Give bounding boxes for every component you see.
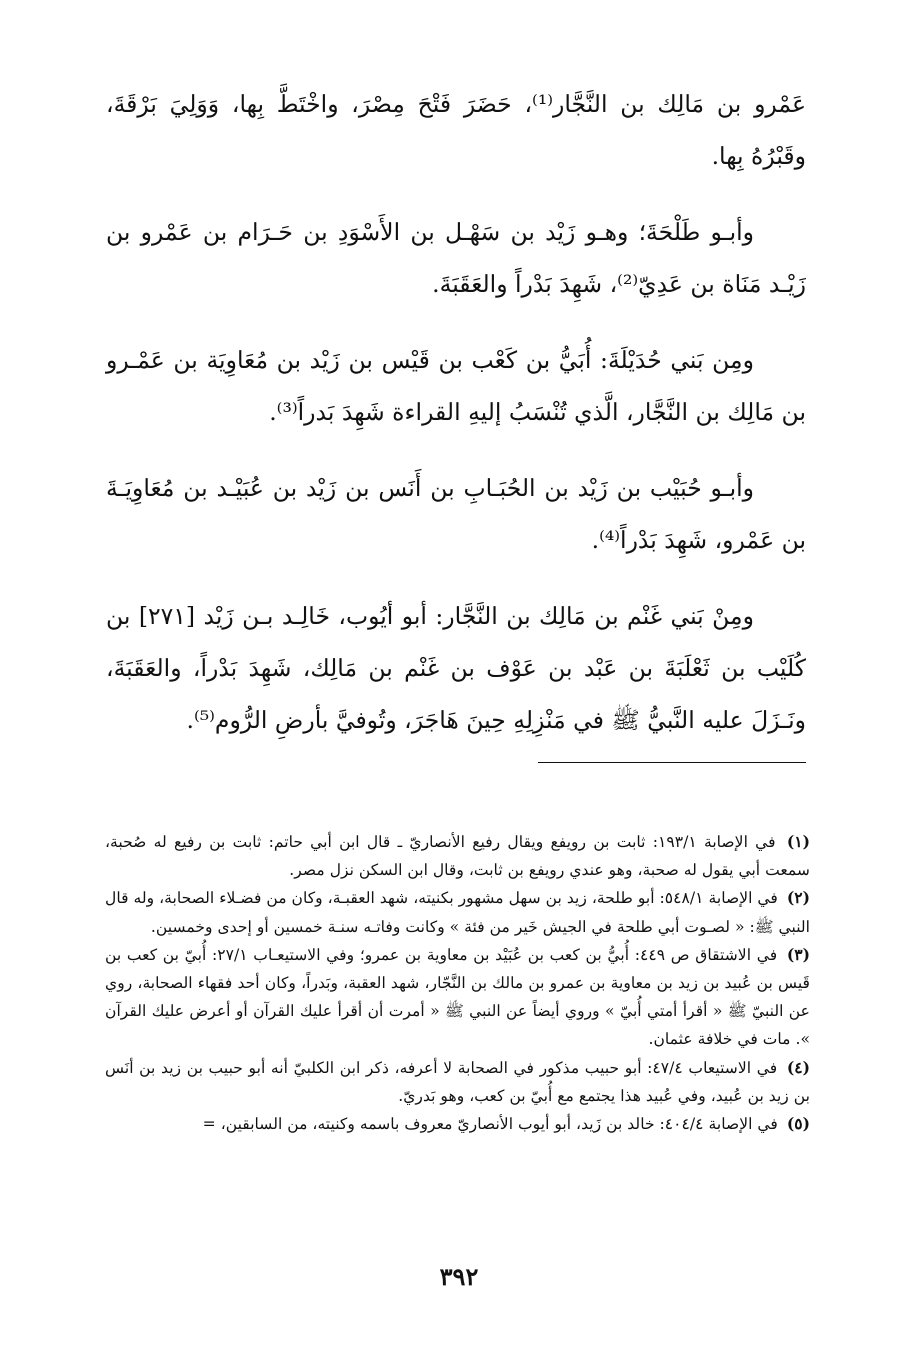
- footnote-4: [105, 1054, 810, 1110]
- footnote-number: (٤): [786, 1057, 810, 1077]
- paragraph: عَمْرو بن مَالِك بن النَّجَّار⁽¹⁾، حَضَرَ فَتْحَ مِصْرَ، واخْتَطَّ بِها، وَوَلِيَ بَرْقَةَ، وقَبْرُهُ بِها.: [106, 90, 806, 170]
- footnote-number: (٢): [786, 888, 810, 908]
- footnote-2: [105, 884, 810, 940]
- footnote-number: (٥): [786, 1114, 810, 1134]
- footnote-number: (١): [786, 832, 810, 851]
- paragraph: وأبـو طَلْحَةَ؛ وهـو زَيْد بن سَهْـل بن الأَسْوَدِ بن حَـرَام بن عَمْرو بن زَيْـد مَنَاة بن عَدِيّ⁽²⁾، شَهِدَ بَدْراً والعَقَبَةَ.: [106, 218, 806, 298]
- footnote-text: في الإصابة ١٩٣/١: ثابت بن رويفع ويقال رفيع الأنصاريّ ـ قال ابن أبي حاتم: ثابت بن رفيع له صُحبة، سمعت أبي يقول له صحبة، وهو عندي رويفع بن ثابت، وقال ابن السكن نزل مصر.: [105, 833, 810, 880]
- page-number: ٣٩٢: [439, 1262, 479, 1291]
- footnote-5: [105, 1110, 810, 1138]
- footnote-text: في الاشتقاق ص ٤٤٩: أُبيُّ بن كعب بن عُبَيْد بن معاوية بن عمرو؛ وفي الاستيعـاب ٢٧/١: أُبيّ بن كعب بن قَيس بن عُبيد بن زيد بن معاوية بن عمرو بن مالك بن النَّجّار، شهد العقبة، وبَدراً، وكان أحد فقهاء الصحابة، روي عن النبيّ ﷺ « أقرأ أمتي أُبيّ » وروي أيضاً عن النبي ﷺ « أمرت أن أقرأ عليك القرآن أو أعرض عليك القرآن ». مات في خلافة عثمان.: [105, 945, 810, 1049]
- footnote-1: [105, 828, 810, 884]
- footnote-text: في الإصابة ٤٠٤/٤: خالد بن زَيد، أبو أيوب الأنصاريّ معروف باسمه وكنيته، من السابقين، =: [202, 1115, 778, 1134]
- footnotes: [105, 828, 810, 1138]
- footnote-separator: [538, 762, 806, 763]
- footnote-text: في الإصابة ٥٤٨/١: أبو طلحة، زيد بن سهل مشهور بكنيته، شهد العقبـة، وكان من فضـلاء الصحابة، وله قال النبي ﷺ: « لصـوت أبي طلحة في الجيش خَير من فئة » وكانت وفاتـه سنـة خمسين أو إحدى وخمسين.: [105, 889, 810, 936]
- paragraph: ومِنْ بَني غَنْم بن مَالِك بن النَّجَّار: أبو أيُوب، خَالِـد بـن زَيْد [٢٧١] بن كُلَيْب بن ثَعْلَبَةَ بن عَبْد بن عَوْف بن غَنْم بن مَالِك، شَهِدَ بَدْراً، والعَقَبَةَ، ونَـزَلَ عليه النَّبيُّ ﷺ في مَنْزِلِهِ حِينَ هَاجَرَ، وتُوفيَّ بأرضِ الرُّوم⁽⁵⁾.: [106, 602, 806, 734]
- main-text: [106, 78, 806, 770]
- paragraph: ومِن بَني حُدَيْلَةَ: أُبَيُّ بن كَعْب بن قَيْس بن زَيْد بن مُعَاوِيَة بن عَمْـرو بن مَالِك بن النَّجَّار، الَّذي تُنْسَبُ إليهِ القراءة شَهِدَ بَدراً⁽³⁾.: [106, 346, 806, 426]
- footnote-text: في الاستيعاب ٤٧/٤: أبو حبيب مذكور في الصحابة لا أعرفه، ذكر ابن الكلبيّ أنه أبو حبيب بن زيد بن أنَس بن زيد بن عُبيد، وفي عُبيد هذا يجتمع مع أُبيّ بن كعب، وهو بَدريّ.: [105, 1058, 810, 1105]
- footnote-3: [105, 941, 810, 1054]
- footnote-number: (٣): [786, 944, 810, 964]
- paragraph: وأبـو حُبَيْب بن زَيْد بن الحُبَـابِ بن أَنَس بن زَيْد بن عُبَيْـد بن مُعَاوِيَـةَ بن عَمْرو، شَهِدَ بَدْراً⁽⁴⁾.: [106, 474, 806, 554]
